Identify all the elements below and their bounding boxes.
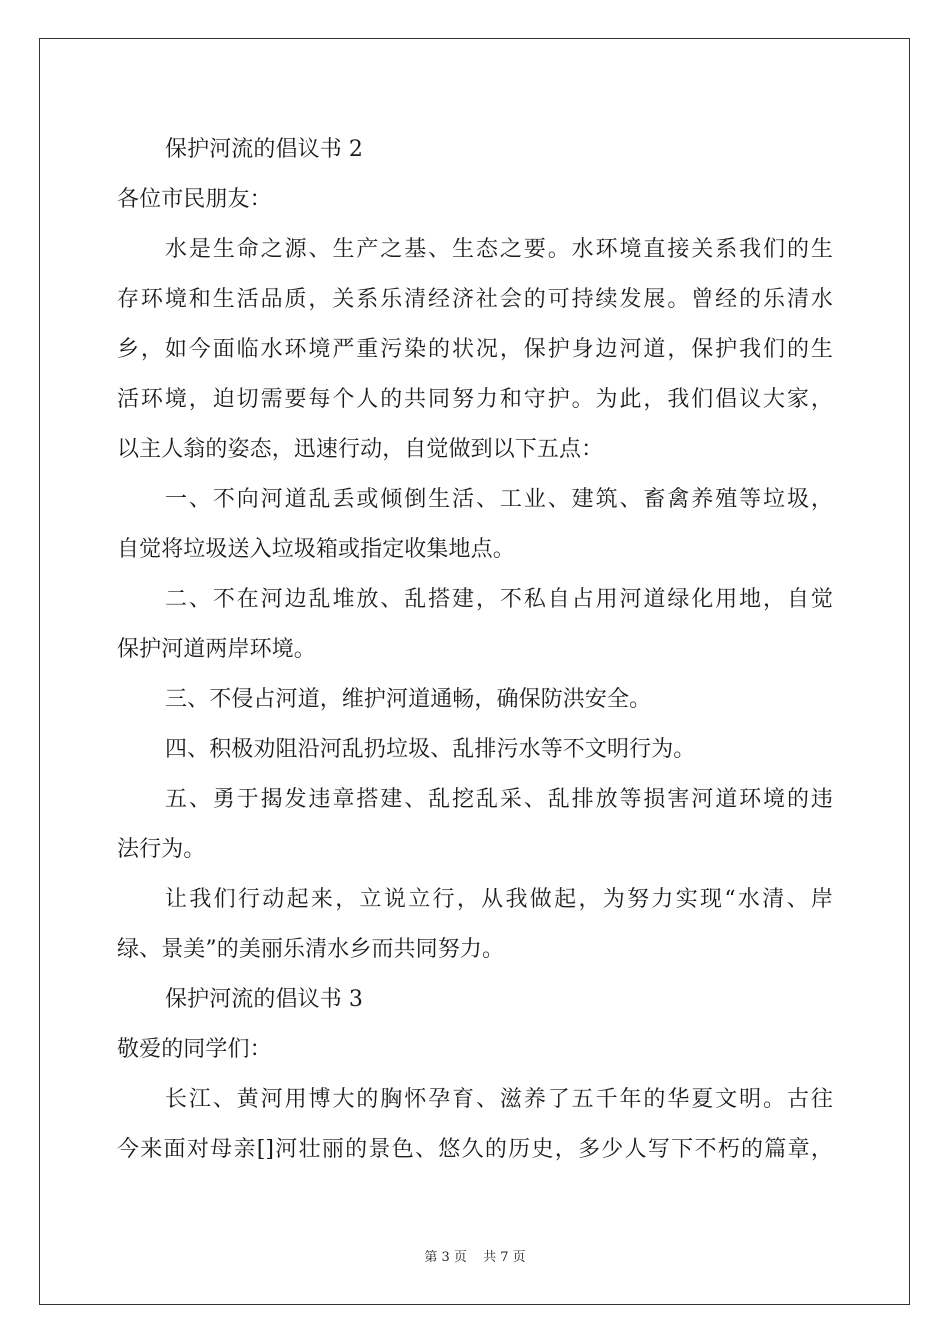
document-body: [117, 125, 833, 1175]
text-line: 法行为。: [117, 837, 206, 862]
text-line: 二、不在河边乱堆放、乱搭建，不私自占用河道绿化用地，自觉: [165, 587, 833, 612]
page-number: 第 3 页: [424, 1250, 467, 1265]
text-line: 保护河流的倡议书 3: [165, 987, 363, 1012]
text-line: 存环境和生活品质，关系乐清经济社会的可持续发展。曾经的乐清水: [117, 287, 833, 312]
page-footer: [0, 1246, 950, 1265]
text-line: 各位市民朋友：: [117, 187, 272, 212]
paragraph-lines: [117, 125, 833, 1175]
text-line: 自觉将垃圾送入垃圾箱或指定收集地点。: [117, 537, 515, 562]
text-line: 三、不侵占河道，维护河道通畅，确保防洪安全。: [165, 687, 652, 712]
text-line: 水是生命之源、生产之基、生态之要。水环境直接关系我们的生: [165, 237, 833, 262]
text-line: 活环境，迫切需要每个人的共同努力和守护。为此，我们倡议大家，: [117, 387, 833, 412]
text-line: 让我们行动起来，立说立行，从我做起，为努力实现“水清、岸: [165, 887, 833, 912]
page-total: 共 7 页: [483, 1250, 526, 1265]
text-line: 保护河流的倡议书 2: [165, 137, 363, 162]
text-line: 绿、景美”的美丽乐清水乡而共同努力。: [117, 937, 505, 962]
text-line: 敬爱的同学们：: [117, 1037, 272, 1062]
text-line: 以主人翁的姿态，迅速行动，自觉做到以下五点：: [117, 437, 604, 462]
text-line: 保护河道两岸环境。: [117, 637, 316, 662]
text-line: 长江、黄河用博大的胸怀孕育、滋养了五千年的华夏文明。古往: [165, 1087, 833, 1112]
text-line: 今来面对母亲[]河壮丽的景色、悠久的历史，多少人写下不朽的篇章，: [117, 1137, 833, 1162]
text-line: 五、勇于揭发违章搭建、乱挖乱采、乱排放等损害河道环境的违: [165, 787, 833, 812]
text-line: 一、不向河道乱丢或倾倒生活、工业、建筑、畜禽养殖等垃圾，: [165, 487, 833, 512]
text-line: 四、积极劝阻沿河乱扔垃圾、乱排污水等不文明行为。: [165, 737, 696, 762]
text-line: 乡，如今面临水环境严重污染的状况，保护身边河道，保护我们的生: [117, 337, 833, 362]
